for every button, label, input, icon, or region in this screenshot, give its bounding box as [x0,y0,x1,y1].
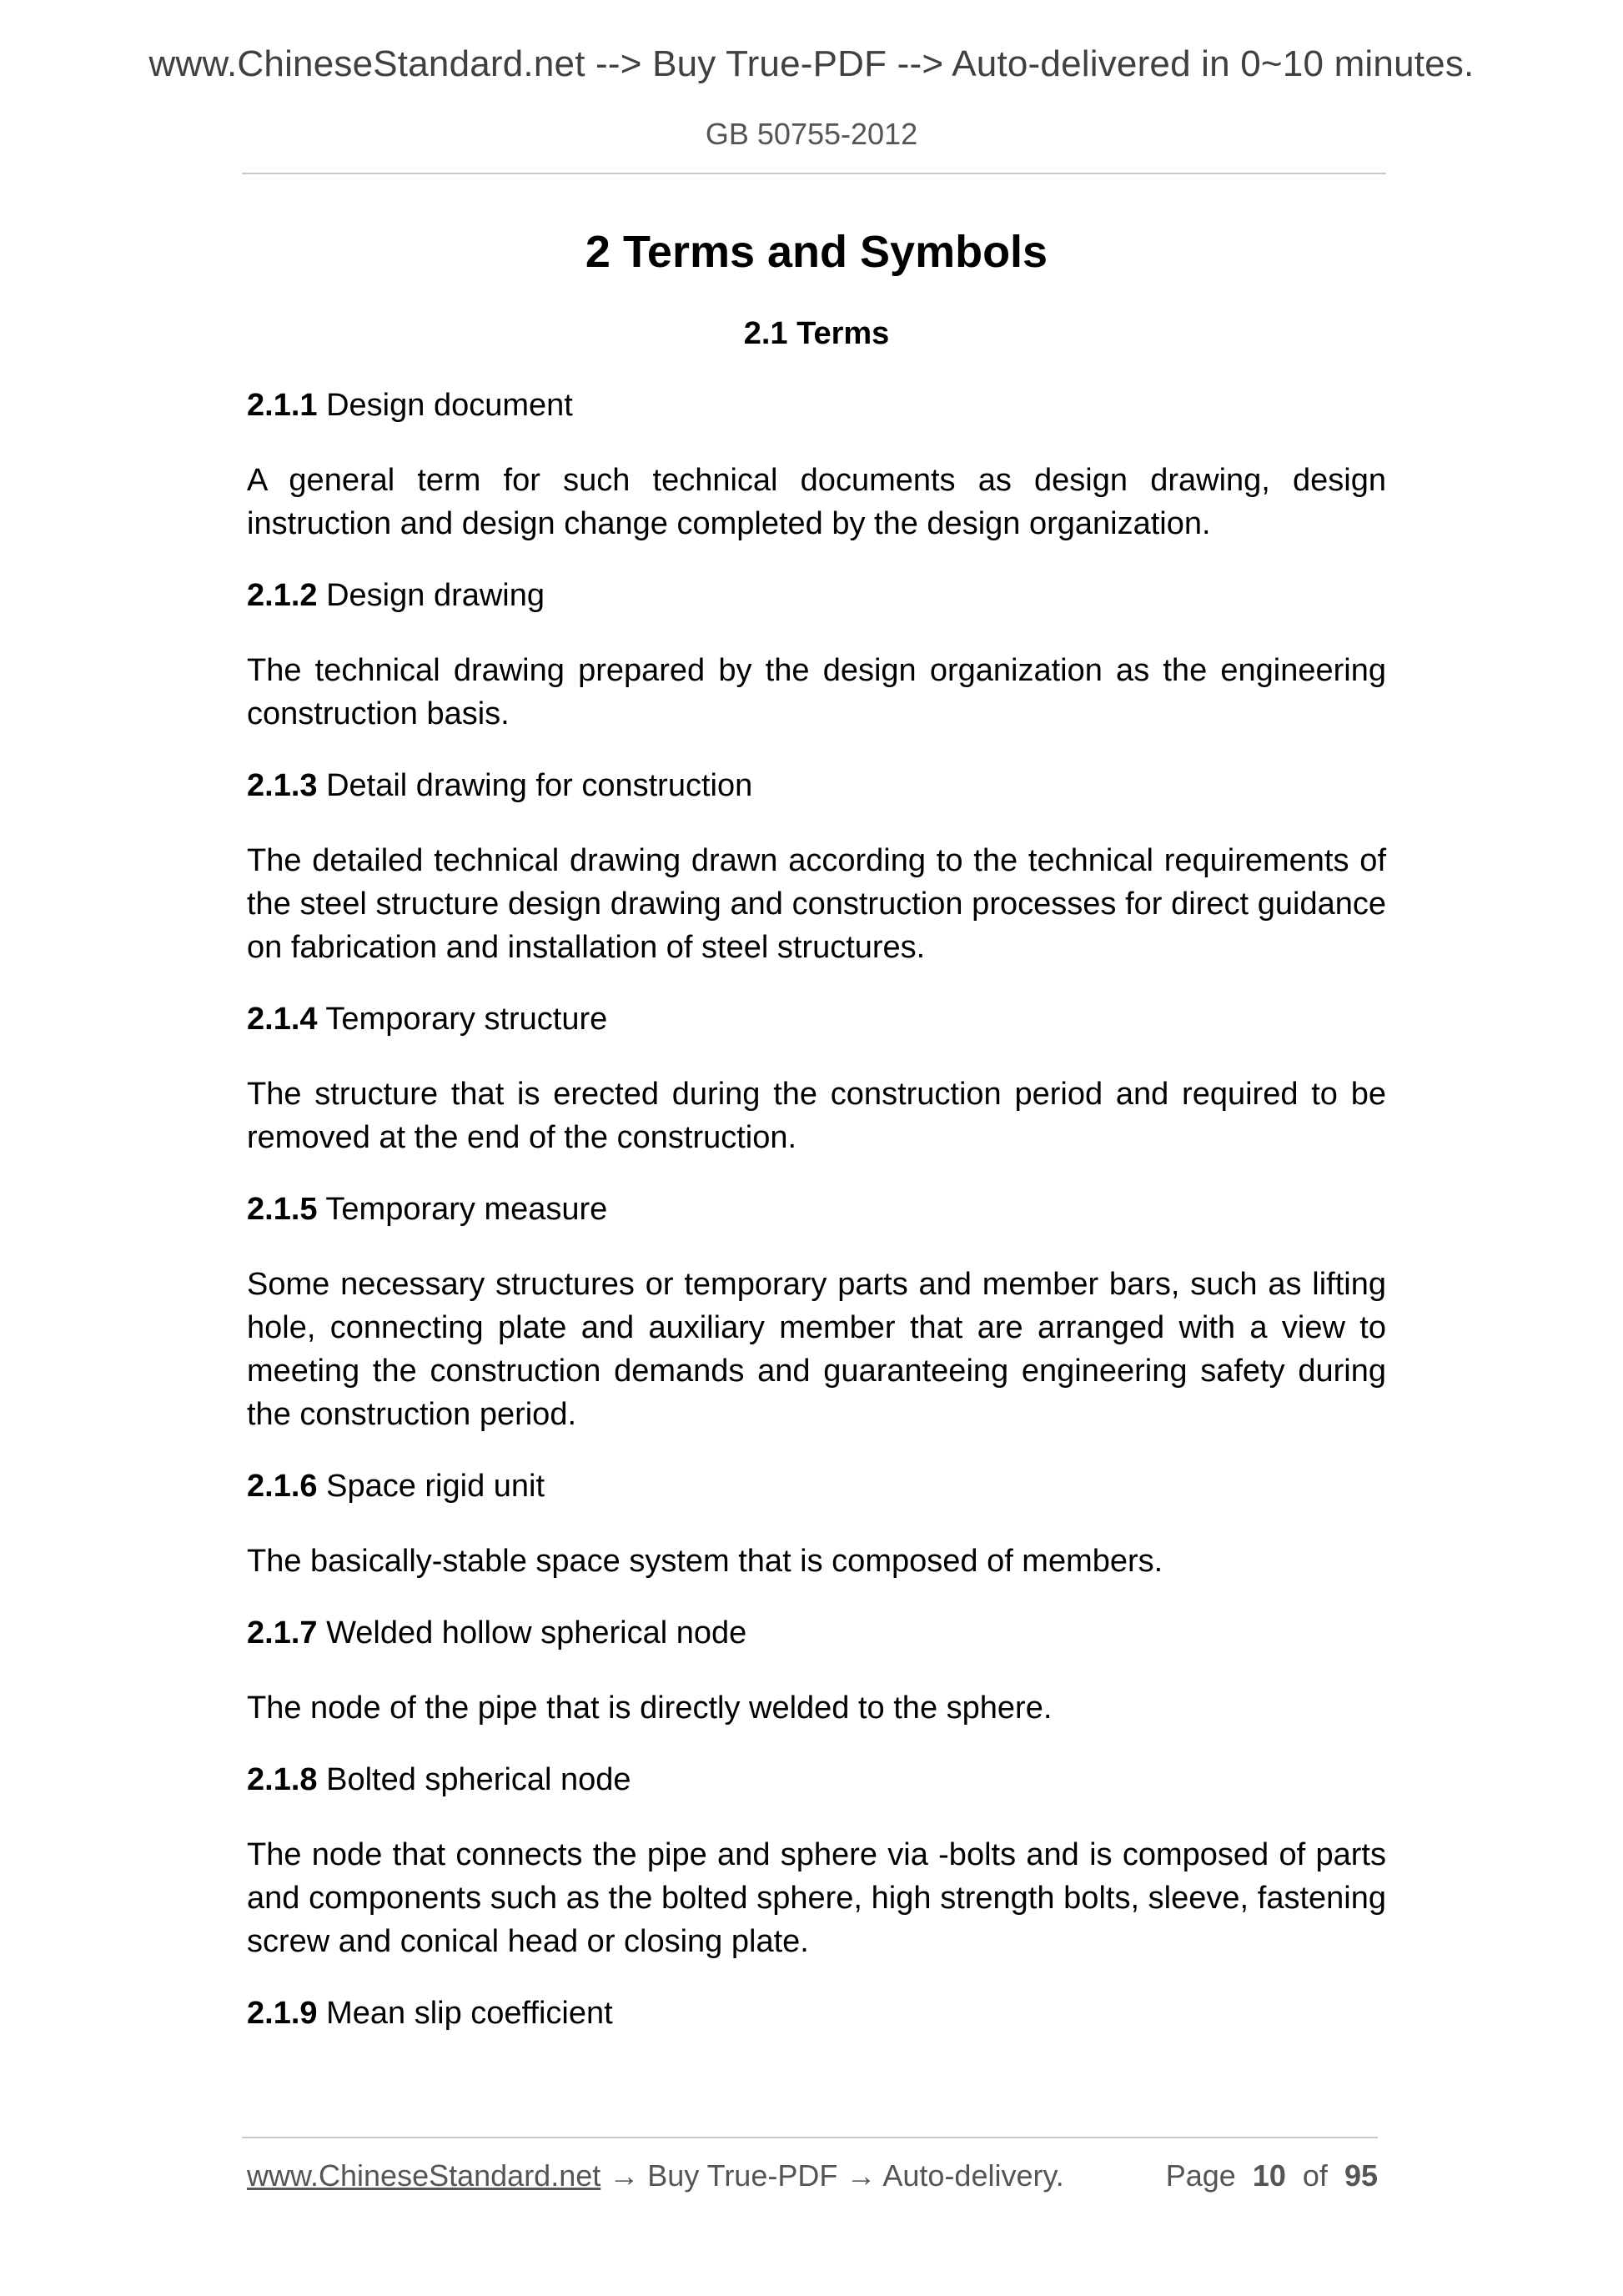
footer-divider [242,2137,1378,2138]
page-label: Page [1165,2158,1236,2193]
term-number: 2.1.5 [247,1192,318,1227]
term-heading [247,1188,1386,1231]
footer-buy-text: Buy True-PDF [647,2158,838,2193]
standard-code: GB 50755-2012 [705,117,918,151]
page-number: 10 [1252,2158,1286,2193]
term-number: 2.1.8 [247,1762,318,1797]
term-number: 2.1.1 [247,388,318,423]
arrow-right-icon: → [846,2158,877,2193]
term-item [247,1188,1386,1436]
term-heading [247,997,1386,1041]
term-item [247,574,1386,736]
term-name: Welded hollow spherical node [326,1615,747,1650]
term-name: Design document [326,388,573,423]
term-definition: The structure that is erected during the construction period and required to be removed at the end of the construction. [247,1077,1386,1155]
term-name: Temporary measure [325,1192,608,1227]
term-heading [247,1758,1386,1801]
term-item [247,1465,1386,1583]
footer-delivery-text: Auto-delivery. [882,2158,1064,2193]
term-definition: The node that connects the pipe and sphere via -bolts and is composed of parts and components such as the bolted sphere, high strength bolts, sleeve, fastening screw and conical head or closing plate. [247,1837,1386,1959]
term-item [247,1758,1386,1963]
term-number: 2.1.2 [247,578,318,613]
term-name: Design drawing [326,578,545,613]
term-heading [247,574,1386,617]
footer-promo [247,2158,1064,2193]
term-definition: The basically-stable space system that is composed of members. [247,1544,1163,1579]
term-name: Space rigid unit [326,1469,545,1504]
footer-site-link[interactable]: www.ChineseStandard.net [247,2158,601,2193]
term-number: 2.1.7 [247,1615,318,1650]
term-heading [247,1992,1386,2035]
term-number: 2.1.3 [247,768,318,803]
of-label: of [1302,2158,1328,2193]
term-item [247,1992,1386,2035]
header-banner: www.ChineseStandard.net --> Buy True-PDF --> Auto-delivered in 0~10 minutes. [148,43,1475,84]
term-name: Temporary structure [325,1002,608,1037]
term-item [247,764,1386,969]
term-definition: The node of the pipe that is directly welded to the sphere. [247,1691,1053,1726]
term-definition: The detailed technical drawing drawn according to the technical requirements of the steel structure design drawing and construction processes for direct guidance on fabrication and installation of steel structures. [247,843,1386,965]
term-item [247,384,1386,545]
term-number: 2.1.9 [247,1996,318,2031]
term-definition: A general term for such technical documents as design drawing, design instruction and design change completed by the design organization. [247,463,1386,541]
term-item [247,997,1386,1159]
page-content [247,222,1386,2035]
term-item [247,1611,1386,1730]
term-name: Mean slip coefficient [326,1996,613,2031]
term-number: 2.1.4 [247,1002,318,1037]
term-name: Bolted spherical node [326,1762,631,1797]
page-footer [247,2158,1378,2200]
arrow-right-icon: → [609,2158,640,2193]
term-definition: The technical drawing prepared by the design organization as the engineering construction basis. [247,653,1386,731]
term-heading [247,1611,1386,1655]
chapter-title: 2 Terms and Symbols [585,227,1048,277]
term-heading [247,764,1386,807]
section-title: 2.1 Terms [743,316,890,351]
term-definition: Some necessary structures or temporary parts and member bars, such as lifting hole, connecting plate and auxiliary member that are arranged with a view to meeting the construction demands and guaranteeing engineering safety during the construction period. [247,1267,1386,1432]
page-counter [1166,2158,1378,2193]
term-heading [247,384,1386,427]
term-number: 2.1.6 [247,1469,318,1504]
term-heading [247,1465,1386,1508]
term-name: Detail drawing for construction [326,768,753,803]
total-pages: 95 [1344,2158,1378,2193]
header-divider [242,173,1386,174]
